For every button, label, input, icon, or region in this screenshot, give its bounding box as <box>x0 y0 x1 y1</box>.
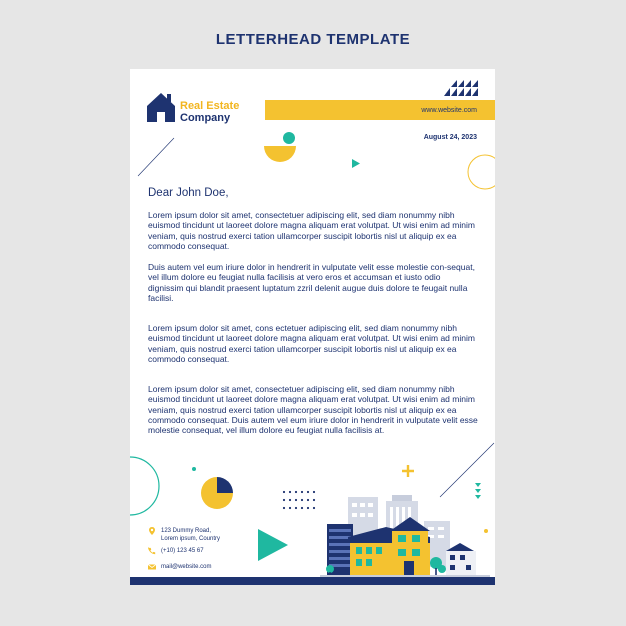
email-address: mail@website.com <box>161 564 212 570</box>
body-paragraph-2: Duis autem vel eum iriure dolor in hendrerit in vulputate velit esse molestie con-sequat, vel illum dolore eu feugiat nulla facilisis at vero eros et accumsan et iusto odio dignissim qui blandit praesent luptatum zzril delenit augue duis dolore te feugait nulla facilisi. <box>148 262 475 303</box>
letterhead-page <box>130 69 495 585</box>
header-website: www.website.com <box>421 107 477 114</box>
city-buildings-illustration <box>130 69 495 585</box>
company-name-line2: Company <box>180 111 231 124</box>
greeting: Dear John Doe, <box>148 187 229 199</box>
body-paragraph-1: Lorem ipsum dolor sit amet, consectetuer adipiscing elit, sed diam nonummy nibh euismod tincidunt ut laoreet dolore magna aliquam erat volutpat. Ut wisi enim ad minim veniam, quis nostrud exerci tation ullamcorper suscipit lobortis nisl ut aliquip ex ea commodo consequat. <box>148 210 475 251</box>
address-line-1: 123 Dummy Road, <box>161 528 212 534</box>
letter-date: August 24, 2023 <box>423 134 477 141</box>
template-title: LETTERHEAD TEMPLATE <box>215 31 411 48</box>
address-line-2: Lorem ipsum, Country <box>161 536 221 542</box>
body-paragraph-3: Lorem ipsum dolor sit amet, cons ectetuer adipiscing elit, sed diam nonummy nibh euismod tincidunt ut laoreet dolore magna aliquam erat volutpat. Ut wisi enim ad minim veniam, quis nostrud exerci tation ullamcorper suscipit lobortis nisl ut aliquip ex ea commodo consequat. <box>148 323 475 364</box>
company-name-line1: Real Estate <box>180 100 240 112</box>
body-paragraph-4: Lorem ipsum dolor sit amet, consectetuer adipiscing elit, sed diam nonummy nibh euismod tincidunt ut laoreet dolore magna aliquam erat volutpat. Ut wisi enim ad minim veniam, quis nostrud exerci tation ullamcorper suscipit lobortis nisl ut aliquip ex ea commodo consequat. Duis autem vel eum iriure dolor in hendrerit in vulputate velit esse molestie consequat, vel illum dolore eu feugiat nulla facilisis at. <box>148 384 478 436</box>
footer-bar <box>130 577 495 585</box>
phone-number: (+10) 123 45 67 <box>161 548 204 554</box>
